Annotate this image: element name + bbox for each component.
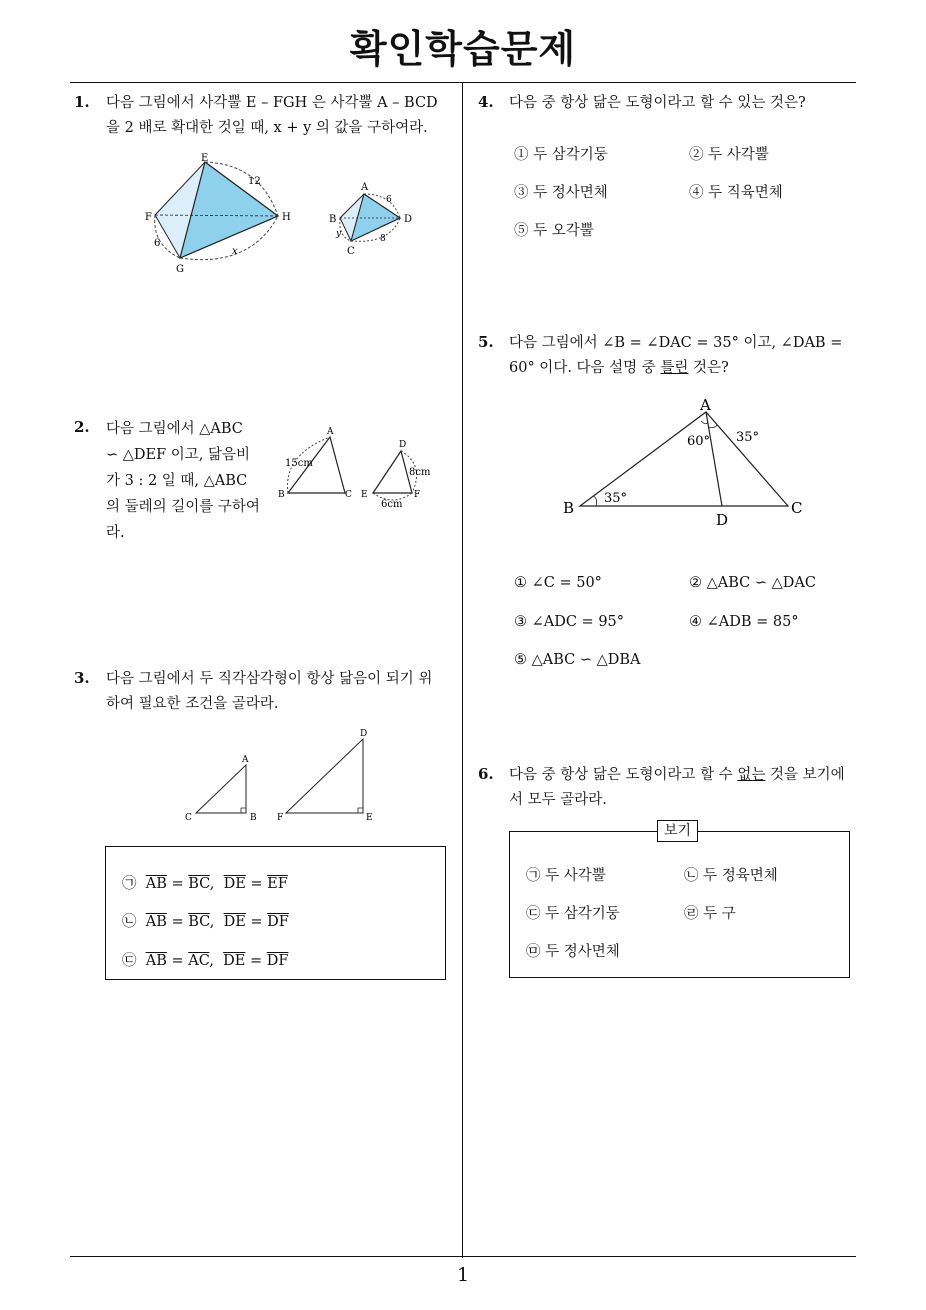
q6-option-5[interactable]: ㉤ 두 정사면체	[526, 944, 620, 960]
choice-mark: ㉠	[122, 876, 137, 892]
q1-label-x: x	[232, 246, 238, 257]
q2-figure	[275, 425, 440, 515]
q4-text: 다음 중 항상 닮은 도형이라고 할 수 있는 것은?	[509, 95, 806, 111]
q2-label-6cm: 6cm	[381, 499, 403, 510]
q1-label-F: F	[145, 212, 152, 223]
segment: $\overline{BC}$	[188, 876, 210, 892]
q1-label-E: E	[201, 153, 209, 164]
q5-option-4[interactable]: ④ ∠ADB = 85°	[689, 614, 799, 630]
segment: $\overline{AB}$	[145, 914, 167, 930]
q5-line2-b: 것은?	[688, 360, 729, 376]
q3-choice-3[interactable]: ㉢ $\overline{AB} = \overline{AC}$, $\overline{DE} = \overline{DF}$	[122, 953, 289, 969]
q5-line1: 다음 그림에서 ∠B = ∠DAC = 35° 이고, ∠DAB =	[509, 335, 843, 351]
q1-label-C: C	[347, 246, 355, 257]
q5-angle-35-top: 35°	[736, 430, 760, 445]
page-title: 확인학습문제	[349, 27, 577, 71]
q2-label-E: E	[361, 490, 368, 500]
q1-text	[106, 91, 456, 141]
q2-line4: 의 둘레의 길이를 구하여	[106, 499, 260, 515]
q1-label-B: B	[329, 214, 337, 225]
q1-label-s8: 8	[380, 234, 386, 244]
q1-label-H: H	[282, 212, 291, 223]
q4-number: 4.	[478, 93, 494, 111]
q5-line2	[509, 356, 859, 381]
q6-line1	[509, 763, 859, 788]
q5-angle-60: 60°	[687, 434, 711, 449]
q2-label-D: D	[399, 440, 407, 450]
segment: $\overline{BC}$	[188, 914, 210, 930]
q2-text	[106, 416, 271, 546]
q5-text	[509, 331, 859, 381]
segment: $\overline{DF}$	[266, 953, 289, 969]
q5-option-5[interactable]: ⑤ △ABC ∽ △DBA	[514, 652, 641, 668]
segment: $\overline{DE}$	[223, 914, 246, 930]
q3-label-D: D	[360, 729, 368, 739]
q5-angle-35-B: 35°	[604, 491, 628, 506]
q3-label-A: A	[242, 755, 249, 765]
q1-label-6: 6	[154, 238, 161, 249]
q1-label-s6: 6	[386, 195, 392, 205]
q6-option-1[interactable]: ㉠ 두 사각뿔	[526, 868, 606, 884]
q4-option-5[interactable]: ⑤ 두 오각뿔	[514, 223, 594, 239]
bottom-rule	[70, 1256, 856, 1257]
q3-label-F: F	[277, 813, 284, 823]
q4-option-1[interactable]: ① 두 삼각기둥	[514, 147, 608, 163]
q2-line1: 다음 그림에서 △ABC	[106, 421, 243, 437]
q3-label-C: C	[185, 813, 192, 823]
q5-line2-a: 60° 이다. 다음 설명 중	[509, 360, 661, 376]
q2-label-C: C	[345, 490, 352, 500]
segment: $\overline{AC}$	[188, 953, 210, 969]
q3-label-B: B	[250, 813, 257, 823]
q3-choice-1[interactable]: ㉠ $\overline{AB} = \overline{BC}$, $\overline{DE} = \overline{EF}$	[122, 876, 288, 892]
q2-label-B: B	[278, 490, 285, 500]
q5-label-A: A	[700, 396, 711, 414]
q3-number: 3.	[74, 669, 90, 687]
q4-option-2[interactable]: ② 두 사각뿔	[689, 147, 769, 163]
q3-choice-2[interactable]: ㉡ $\overline{AB} = \overline{BC}$, $\overline{DE} = \overline{DF}$	[122, 914, 289, 930]
q5-number: 5.	[478, 333, 494, 351]
page-number: 1	[456, 1264, 470, 1286]
top-rule	[70, 82, 856, 83]
q5-figure	[560, 394, 810, 529]
q2-number: 2.	[74, 418, 90, 436]
q6-text	[509, 763, 859, 813]
q6-option-4[interactable]: ㉣ 두 구	[684, 906, 736, 922]
q6-line2: 서 모두 골라라.	[509, 792, 607, 808]
q5-option-3[interactable]: ③ ∠ADC = 95°	[514, 614, 625, 630]
q1-label-G: G	[176, 264, 184, 275]
q3-label-E: E	[366, 813, 373, 823]
q1-label-A: A	[361, 182, 369, 193]
q5-underlined-word: 틀린	[660, 360, 689, 376]
q1-label-12: 12	[248, 176, 261, 187]
column-divider	[462, 82, 463, 1258]
q2-label-F: F	[414, 490, 421, 500]
q1-label-D: D	[404, 214, 413, 225]
q2-line2: ∽ △DEF 이고, 닮음비	[106, 447, 251, 463]
q6-line1-a: 다음 중 항상 닮은 도형이라고 할 수	[509, 767, 738, 783]
q2-line5: 라.	[106, 525, 125, 541]
q5-label-B: B	[563, 499, 575, 517]
q3-line2: 하여 필요한 조건을 골라라.	[106, 696, 279, 712]
q5-option-2[interactable]: ② △ABC ∽ △DAC	[689, 575, 816, 591]
q6-line1-b: 것을 보기에	[765, 767, 845, 783]
q6-option-3[interactable]: ㉢ 두 삼각기둥	[526, 906, 620, 922]
q1-label-y: y	[336, 229, 342, 239]
q1-figure	[140, 150, 430, 280]
q4-option-3[interactable]: ③ 두 정사면체	[514, 185, 608, 201]
q2-label-8cm: 8cm	[409, 467, 431, 478]
q2-line3: 가 3 : 2 일 때, △ABC	[106, 473, 248, 489]
q3-line1: 다음 그림에서 두 직각삼각형이 항상 닮음이 되기 위	[106, 671, 433, 687]
segment: $\overline{AB}$	[145, 876, 167, 892]
segment: $\overline{AB}$	[145, 953, 167, 969]
segment: $\overline{EF}$	[267, 876, 288, 892]
segment: $\overline{DE}$	[223, 953, 246, 969]
q2-label-A: A	[327, 427, 334, 437]
q6-box-title: 보기	[657, 820, 698, 842]
choice-mark: ㉢	[122, 953, 137, 969]
q2-label-15cm: 15cm	[285, 458, 313, 469]
q5-option-1[interactable]: ① ∠C = 50°	[514, 575, 602, 591]
q3-text	[106, 667, 456, 717]
q3-figure	[180, 725, 380, 825]
q1-line1: 다음 그림에서 사각뿔 E – FGH 은 사각뿔 A – BCD	[106, 95, 438, 111]
q6-option-2[interactable]: ㉡ 두 정육면체	[684, 868, 778, 884]
q5-label-C: C	[791, 499, 803, 517]
q1-number: 1.	[74, 93, 90, 111]
q4-option-4[interactable]: ④ 두 직육면체	[689, 185, 783, 201]
segment: $\overline{DE}$	[223, 876, 246, 892]
q5-label-D: D	[716, 511, 729, 529]
q1-line2: 을 2 배로 확대한 것일 때, x + y 의 값을 구하여라.	[106, 120, 428, 136]
q6-number: 6.	[478, 765, 494, 783]
segment: $\overline{DF}$	[267, 914, 289, 930]
q6-underlined-word: 없는	[737, 767, 766, 783]
choice-mark: ㉡	[122, 914, 137, 930]
